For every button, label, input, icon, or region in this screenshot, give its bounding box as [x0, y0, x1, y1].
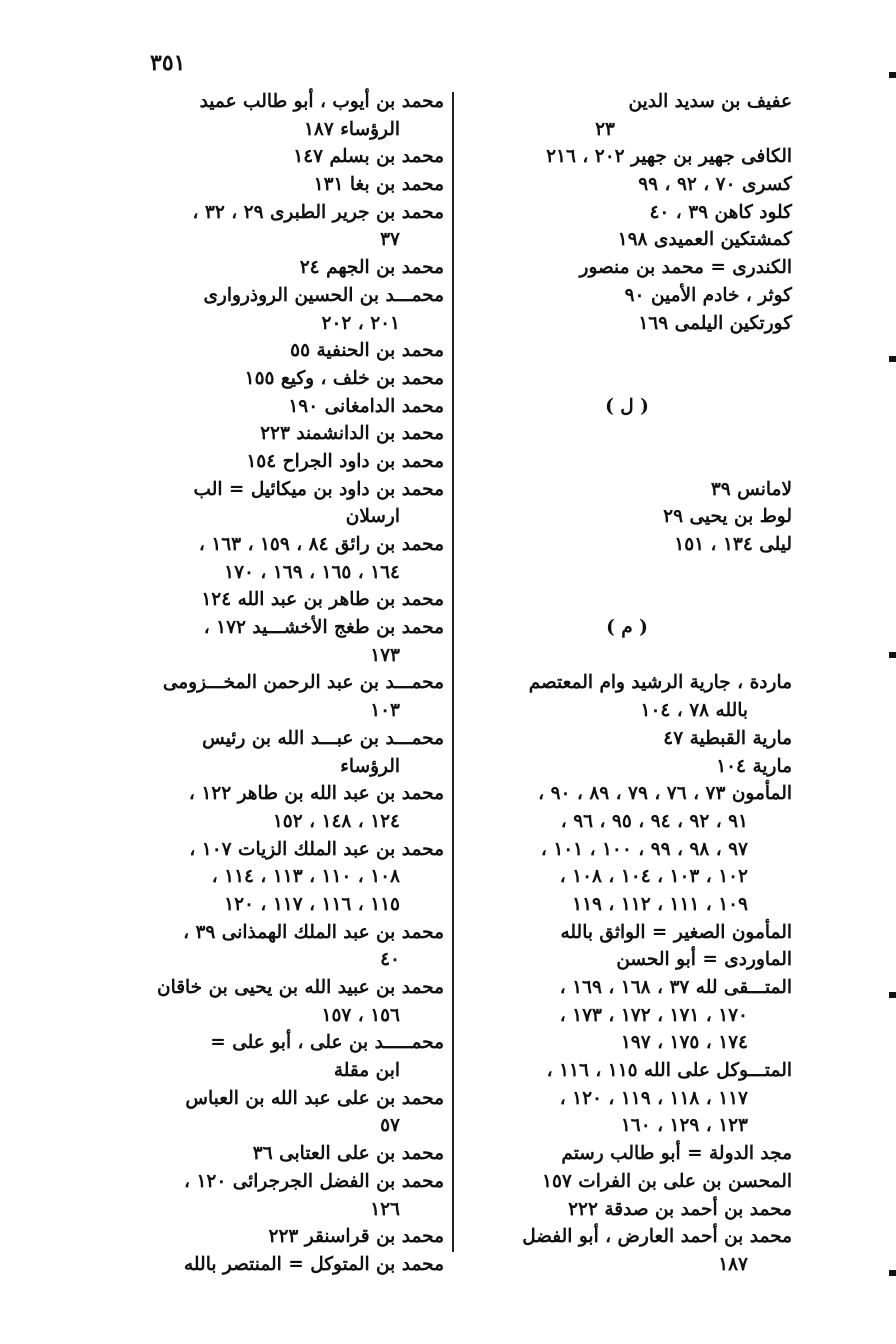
index-entry-continuation: ٩٧ ، ٩٨ ، ٩٩ ، ١٠٠ ، ١٠١ ،	[540, 838, 748, 860]
index-entry: محمد بن أحمد العارض ، أبو الفضل	[522, 1226, 792, 1248]
index-entry-continuation: ١٢٦	[370, 1198, 400, 1220]
index-entry: محمد بن أيوب ، أبو طالب عميد	[199, 91, 444, 112]
section-heading: ( ل )	[605, 395, 649, 417]
index-entry: محمد بن عبيد الله بن يحيى بن خاقان	[156, 977, 444, 998]
index-entry: محمـــــد بن على ، أبو على =	[210, 1032, 444, 1054]
index-entry-continuation: ١١٥ ، ١١٦ ، ١١٧ ، ١٢٠	[224, 893, 400, 915]
margin-mark	[889, 1270, 896, 1276]
index-entry-continuation: ٢٣	[595, 118, 615, 140]
index-entry-continuation: ٣٧	[380, 229, 400, 251]
index-entry: ليلى ١٣٤ ، ١٥١	[674, 534, 792, 555]
index-entry-continuation: ١٨٧	[718, 1253, 748, 1275]
index-entry: محمد بن عبد الملك الزيات ١٠٧ ،	[189, 838, 444, 860]
index-entry-continuation: ١٢٤ ، ١٤٨ ، ١٥٢	[272, 810, 400, 832]
index-entry: محمد بن المتوكل = المنتصر بالله	[184, 1253, 444, 1275]
blank-line	[462, 420, 792, 448]
index-entry: محمد بن طغج الأخشـــيد ١٧٢ ،	[203, 617, 444, 639]
index-entry-continuation: الرؤساء	[340, 755, 400, 777]
index-entry: محمـــد بن عبـــد الله بن رئيس	[202, 727, 444, 749]
index-entry: محمد بن بسلم ١٤٧	[293, 146, 444, 168]
index-entry: الكندرى = محمد بن منصور	[579, 257, 792, 279]
index-entry: كمشتكين العميدى ١٩٨	[617, 229, 792, 251]
index-entry: محمد بن قراسنقر ٢٢٣	[268, 1226, 444, 1248]
index-column-left	[112, 88, 444, 1279]
index-entry-continuation: ١٢٣ ، ١٢٩ ، ١٦٠	[620, 1115, 748, 1137]
index-entry: الكافى جهير بن جهير ٢٠٢ ، ٢١٦	[546, 146, 792, 168]
index-entry: ماردة ، جارية الرشيد وام المعتصم	[528, 672, 792, 694]
index-entry-continuation: ابن مقلة	[333, 1060, 400, 1082]
index-entry: محمد بن الجهم ٢٤	[299, 257, 444, 279]
index-entry-continuation: الرؤساء ١٨٧	[303, 118, 400, 140]
index-entry: مارية ١٠٤	[716, 755, 792, 777]
index-entry: المحسن بن على بن الفرات ١٥٧	[542, 1170, 792, 1192]
index-entry: لوط بن يحيى ٢٩	[663, 506, 792, 528]
index-entry-continuation: ١٧٤ ، ١٧٥ ، ١٩٧	[620, 1032, 748, 1054]
index-entry: محمد بن رائق ٨٤ ، ١٥٩ ، ١٦٣ ،	[198, 534, 444, 555]
index-entry-continuation: ١٠٩ ، ١١١ ، ١١٢ ، ١١٩	[572, 893, 748, 915]
index-entry: مجد الدولة = أبو طالب رستم	[561, 1143, 792, 1165]
index-entry-continuation: ٩١ ، ٩٢ ، ٩٤ ، ٩٥ ، ٩٦ ،	[560, 810, 748, 832]
index-entry: محمد بن الدانشمند ٢٢٣	[260, 423, 444, 445]
page-number: ٣٥١	[150, 50, 186, 76]
index-entry: محمد بن بغا ١٣١	[313, 174, 444, 196]
index-entry-continuation: ١٠٢ ، ١٠٣ ، ١٠٤ ، ١٠٨ ،	[559, 866, 748, 888]
index-entry-continuation: ارسلان	[345, 506, 400, 528]
index-entry: كلود كاهن ٣٩ ، ٤٠	[649, 201, 792, 223]
margin-mark	[889, 992, 896, 998]
index-entry-continuation: بالله ٧٨ ، ١٠٤	[640, 700, 748, 722]
index-entry-continuation: ٤٠	[380, 949, 400, 971]
index-entry-continuation: ١٠٣	[370, 700, 400, 722]
index-entry: محمد بن داود بن ميكائيل = الب	[193, 478, 444, 500]
index-entry: محمد بن الحنفية ٥٥	[290, 340, 444, 362]
blank-line	[462, 365, 792, 393]
index-entry: محمد بن الفضل الجرجرائى ١٢٠ ،	[184, 1170, 444, 1192]
blank-line	[462, 642, 792, 670]
index-entry-continuation: ١٥٦ ، ١٥٧	[321, 1004, 400, 1026]
index-entry: محمد بن أحمد بن صدقة ٢٢٢	[568, 1198, 792, 1220]
index-entry-continuation: ١٧٣	[370, 644, 400, 666]
index-entry: محمد بن عبد الله بن طاهر ١٢٢ ،	[188, 783, 444, 805]
index-entry: المتـــقى لله ٣٧ ، ١٦٨ ، ١٦٩ ،	[559, 977, 792, 998]
margin-mark	[889, 72, 896, 78]
blank-line	[462, 559, 792, 587]
index-entry: المأمون الصغير = الواثق بالله	[560, 921, 792, 943]
index-entry: لامانس ٣٩	[710, 478, 792, 500]
margin-mark	[889, 356, 896, 362]
blank-line	[462, 337, 792, 365]
index-entry-continuation: ١٠٨ ، ١١٠ ، ١١٣ ، ١١٤ ،	[211, 866, 400, 888]
index-entry: المأمون ٧٣ ، ٧٦ ، ٧٩ ، ٨٩ ، ٩٠ ،	[538, 783, 792, 805]
index-entry: محمد بن جرير الطبرى ٢٩ ، ٣٢ ،	[192, 201, 444, 223]
index-entry: الماوردى = أبو الحسن	[616, 949, 792, 971]
index-column-right	[462, 88, 792, 1279]
index-entry-continuation: ١٧٠ ، ١٧١ ، ١٧٢ ، ١٧٣ ،	[559, 1004, 748, 1026]
section-heading: ( م )	[606, 617, 648, 639]
index-entry-continuation: ٥٧	[380, 1115, 400, 1137]
index-entry-continuation: ٢٠١ ، ٢٠٢	[321, 312, 400, 334]
index-entry: عفيف بن سديد الدين	[628, 91, 792, 112]
index-entry-continuation: ١١٧ ، ١١٨ ، ١١٩ ، ١٢٠ ،	[559, 1087, 748, 1109]
index-entry: محمد بن خلف ، وكيع ١٥٥	[244, 367, 444, 389]
index-entry: محمد بن على العتابى ٣٦	[252, 1143, 444, 1165]
blank-line	[462, 448, 792, 476]
index-entry-continuation: ١٦٤ ، ١٦٥ ، ١٦٩ ، ١٧٠	[224, 561, 400, 583]
index-entry: كوثر ، خادم الأمين ٩٠	[624, 284, 792, 306]
index-entry: محمد بن عبد الملك الهمذانى ٣٩ ،	[183, 921, 444, 943]
index-entry: كورتكين اليلمى ١٦٩	[638, 312, 792, 334]
index-entry: مارية القبطية ٤٧	[663, 727, 792, 749]
index-entry: محمـــد بن الحسين الروذروارى	[203, 284, 444, 306]
column-divider	[452, 92, 454, 1252]
margin-mark	[889, 652, 896, 658]
index-entry: محمـــد بن عبد الرحمن المخـــزومى	[162, 672, 444, 694]
blank-line	[462, 586, 792, 614]
index-entry: محمد الدامغانى ١٩٠	[288, 395, 444, 417]
index-entry: المتـــوكل على الله ١١٥ ، ١١٦ ،	[546, 1060, 792, 1082]
index-entry: محمد بن داود الجراح ١٥٤	[246, 450, 444, 472]
index-entry: كسرى ٧٠ ، ٩٢ ، ٩٩	[638, 174, 792, 196]
index-entry: محمد بن طاهر بن عبد الله ١٢٤	[201, 589, 444, 611]
index-entry: محمد بن على عبد الله بن العباس	[185, 1087, 444, 1109]
